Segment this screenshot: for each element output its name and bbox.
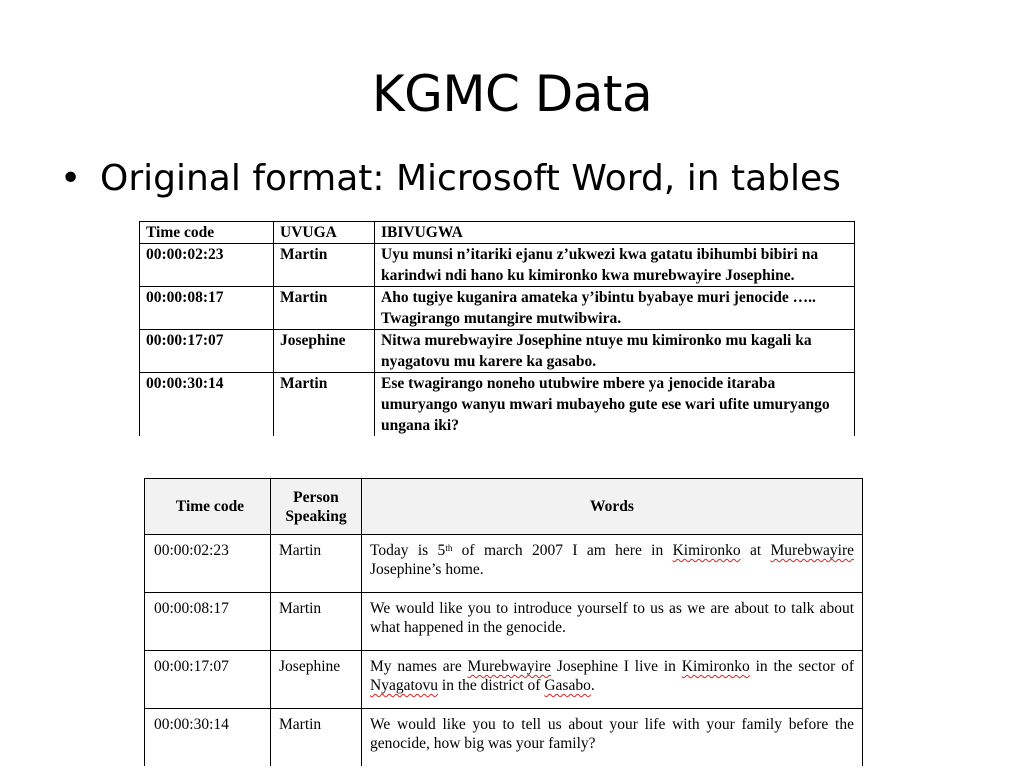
table-row: [140, 373, 855, 437]
speaker-cell: Martin: [271, 593, 362, 651]
spellcheck-flagged-word: Kimironko: [681, 658, 750, 675]
text-cell: Nitwa murebwayire Josephine ntuye mu kimironko mu kagali ka nyagatovu mu karere ka gasabo.: [375, 330, 855, 373]
text-segment: .: [590, 677, 595, 694]
text-segment: in the district of: [438, 677, 545, 694]
speaker-cell: Martin: [271, 709, 362, 767]
slide-title: KGMC Data: [371, 65, 653, 123]
column-header-ibivugwa: IBIVUGWA: [375, 222, 855, 244]
text-segment: of march 2007 I am here in: [452, 542, 673, 559]
table-row: [145, 593, 863, 651]
spellcheck-flagged-word: Kimironko: [672, 542, 741, 559]
bullet-point: [60, 156, 841, 202]
text-cell: Uyu munsi n’itariki ejanu z’ukwezi kwa gatatu ibihumbi bibiri na karindwi ndi hano ku kimironko kwa murebwayire Josephine.: [375, 244, 855, 287]
spellcheck-flagged-word: Gasabo: [544, 677, 591, 694]
text-segment: Josephine’s home.: [370, 561, 484, 578]
time-code-cell: 00:00:17:07: [145, 651, 271, 709]
kinyarwanda-transcript-table: [139, 221, 855, 436]
table-row: [140, 287, 855, 330]
text-segment: Josephine I live in: [551, 658, 682, 675]
text-cell: Ese twagirango noneho utubwire mbere ya jenocide itaraba umuryango wanyu mwari mubayeho gute ese wari ufite umuryango ungana iki?: [375, 373, 855, 437]
table-row: [140, 244, 855, 287]
text-cell: We would like you to tell us about your life with your family before the genocide, how big was your family?: [362, 709, 863, 767]
time-code-cell: 00:00:30:14: [140, 373, 274, 437]
bullet-icon: •: [60, 158, 82, 199]
speaker-cell: Martin: [271, 535, 362, 593]
column-header-uvuga: UVUGA: [274, 222, 375, 244]
speaker-cell: Martin: [274, 373, 375, 437]
table-header-row: [140, 222, 855, 244]
table-row: [145, 535, 863, 593]
table-row: [145, 709, 863, 767]
column-header-words: Words: [362, 479, 863, 535]
speaker-cell: Josephine: [271, 651, 362, 709]
speaker-cell: Martin: [274, 244, 375, 287]
speaker-cell: Josephine: [274, 330, 375, 373]
text-cell: Aho tugiye kuganira amateka y’ibintu byabaye muri jenocide ….. Twagirango mutangire mutwibwira.: [375, 287, 855, 330]
time-code-cell: 00:00:08:17: [140, 287, 274, 330]
text-cell: [362, 535, 863, 593]
table-row: [140, 330, 855, 373]
table-row: [145, 651, 863, 709]
time-code-cell: 00:00:02:23: [145, 535, 271, 593]
text-segment: at: [740, 542, 771, 559]
text-segment: Today is 5: [370, 542, 446, 559]
bullet-text: Original format: Microsoft Word, in tables: [100, 158, 841, 199]
time-code-cell: 00:00:30:14: [145, 709, 271, 767]
text-cell: We would like you to introduce yourself to us as we are about to talk about what happened in the genocide.: [362, 593, 863, 651]
text-segment: in the sector of: [749, 658, 854, 675]
column-header-person-speaking: Person Speaking: [271, 479, 362, 535]
text-cell: [362, 651, 863, 709]
column-header-time-code: Time code: [145, 479, 271, 535]
table-header-row: [145, 479, 863, 535]
spellcheck-flagged-word: Murebwayire: [467, 658, 552, 675]
spellcheck-flagged-word: Murebwayire: [770, 542, 855, 559]
time-code-cell: 00:00:17:07: [140, 330, 274, 373]
time-code-cell: 00:00:08:17: [145, 593, 271, 651]
spellcheck-flagged-word: Nyagatovu: [370, 677, 439, 694]
english-transcript-table: [144, 478, 863, 766]
column-header-time-code: Time code: [140, 222, 274, 244]
speaker-cell: Martin: [274, 287, 375, 330]
text-segment: My names are: [370, 658, 468, 675]
time-code-cell: 00:00:02:23: [140, 244, 274, 287]
superscript-text: th: [445, 543, 453, 553]
